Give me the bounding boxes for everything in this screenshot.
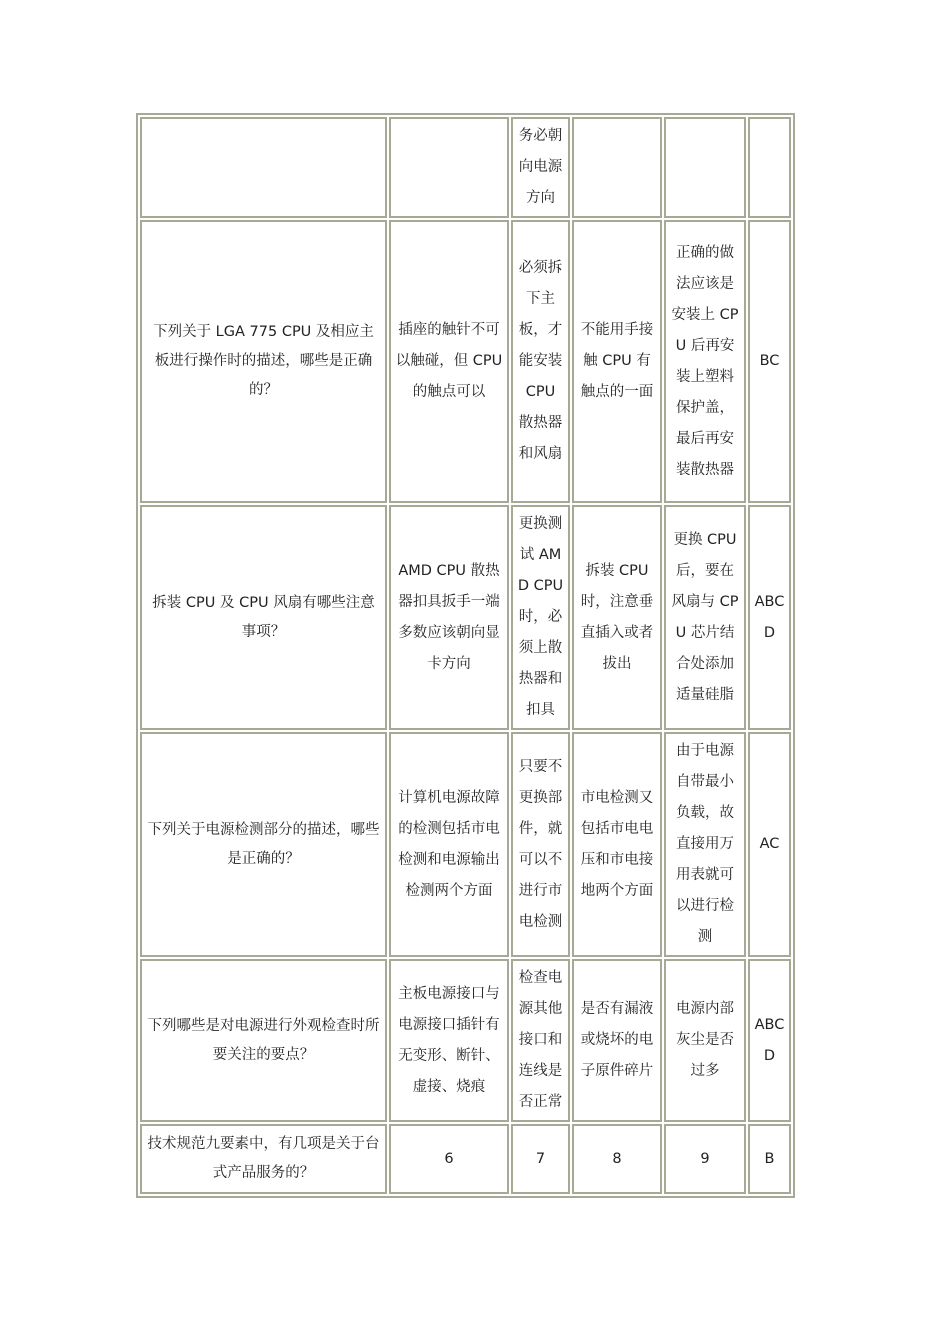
option-d-cell: 9: [664, 1124, 746, 1194]
question-cell: [140, 117, 387, 218]
table-row: [140, 505, 791, 730]
option-d-cell: 由于电源自带最小负载，故直接用万用表就可以进行检测: [664, 732, 746, 957]
option-b-cell: 7: [511, 1124, 570, 1194]
option-d-cell: [664, 117, 746, 218]
table-row: [140, 732, 791, 957]
answer-cell: AC: [748, 732, 791, 957]
option-a-cell: 插座的触针不可以触碰，但 CPU 的触点可以: [389, 220, 509, 503]
option-d-cell: 电源内部灰尘是否过多: [664, 959, 746, 1122]
option-a-cell: 6: [389, 1124, 509, 1194]
option-b-cell: 检查电源其他接口和连线是否正常: [511, 959, 570, 1122]
option-a-cell: 主板电源接口与电源接口插针有无变形、断针、虚接、烧痕: [389, 959, 509, 1122]
option-b-cell: 只要不更换部件，就可以不进行市电检测: [511, 732, 570, 957]
option-b-cell: 务必朝向电源方向: [511, 117, 570, 218]
option-a-cell: AMD CPU 散热器扣具扳手一端多数应该朝向显卡方向: [389, 505, 509, 730]
option-c-cell: [572, 117, 662, 218]
option-b-cell: 更换测试 AMD CPU 时，必须上散热器和扣具: [511, 505, 570, 730]
answer-cell: B: [748, 1124, 791, 1194]
question-cell: 下列关于电源检测部分的描述，哪些是正确的？: [140, 732, 387, 957]
option-b-cell: 必须拆下主板，才能安装 CPU 散热器和风扇: [511, 220, 570, 503]
option-a-cell: 计算机电源故障的检测包括市电检测和电源输出检测两个方面: [389, 732, 509, 957]
option-c-cell: 市电检测又包括市电电压和市电接地两个方面: [572, 732, 662, 957]
option-d-cell: 更换 CPU 后，要在风扇与 CPU 芯片结合处添加适量硅脂: [664, 505, 746, 730]
question-cell: 拆装 CPU 及 CPU 风扇有哪些注意事项？: [140, 505, 387, 730]
option-d-cell: 正确的做法应该是安装上 CPU 后再安装上塑料保护盖，最后再安装散热器: [664, 220, 746, 503]
answer-cell: ABCD: [748, 959, 791, 1122]
question-table: [136, 113, 795, 1198]
table-row: [140, 1124, 791, 1194]
question-cell: 下列哪些是对电源进行外观检查时所要关注的要点？: [140, 959, 387, 1122]
table-row: [140, 959, 791, 1122]
answer-cell: ABCD: [748, 505, 791, 730]
option-c-cell: 拆装 CPU 时，注意垂直插入或者拔出: [572, 505, 662, 730]
option-c-cell: 8: [572, 1124, 662, 1194]
option-a-cell: [389, 117, 509, 218]
answer-cell: BC: [748, 220, 791, 503]
option-c-cell: 不能用手接触 CPU 有触点的一面: [572, 220, 662, 503]
answer-cell: [748, 117, 791, 218]
question-cell: 下列关于 LGA 775 CPU 及相应主板进行操作时的描述，哪些是正确的？: [140, 220, 387, 503]
table-row: [140, 117, 791, 218]
option-c-cell: 是否有漏液或烧坏的电子原件碎片: [572, 959, 662, 1122]
question-cell: 技术规范九要素中，有几项是关于台式产品服务的？: [140, 1124, 387, 1194]
table-row: [140, 220, 791, 503]
